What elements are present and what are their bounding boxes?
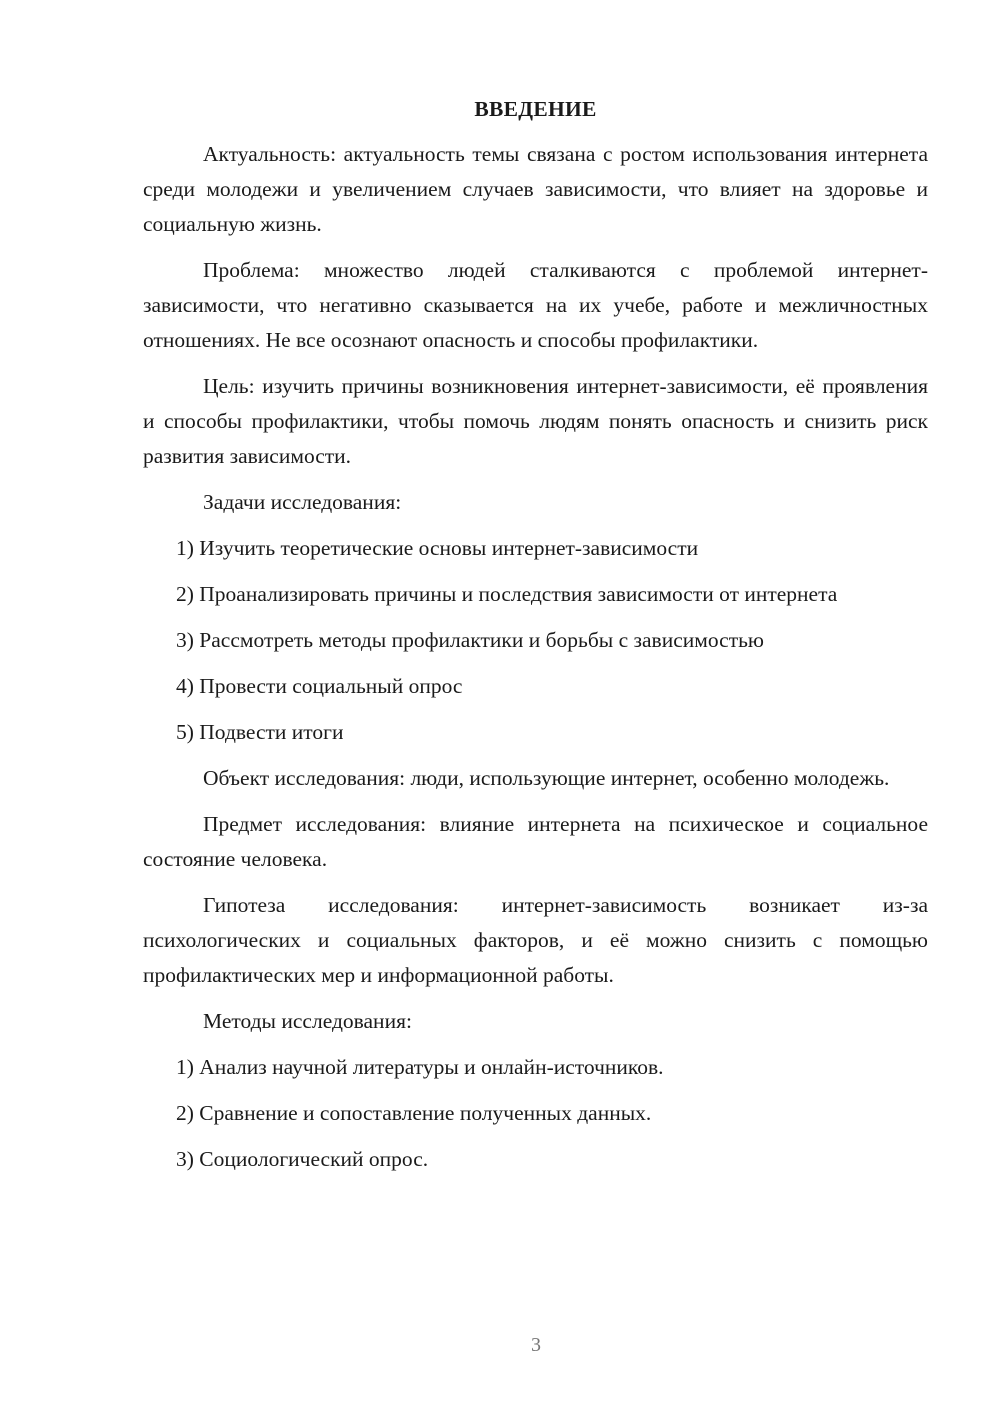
relevance-paragraph: Актуальность: актуальность темы связана с ростом использования интернета среди молодежи и увеличением случаев зависимости, что влияет на здоровье и социальную жизнь. [143,142,928,236]
method-item-1: 1) Анализ научной литературы и онлайн-источников. [176,1055,664,1079]
goal-paragraph: Цель: изучить причины возникновения интернет-зависимости, её проявления и способы профилактики, чтобы помочь людям понять опасность и снизить риск развития зависимости. [143,374,928,468]
hypothesis-paragraph: Гипотеза исследования: интернет-зависимость возникает из-за психологических и социальных факторов, и её можно снизить с помощью профилактических мер и информационной работы. [143,893,928,987]
section-title: ВВЕДЕНИЕ [474,97,597,121]
problem-paragraph: Проблема: множество людей сталкиваются с проблемой интернет-зависимости, что негативно сказывается на их учебе, работе и межличностных отношениях. Не все осознают опасность и способы профилактики. [143,258,928,352]
method-item-3: 3) Социологический опрос. [176,1147,429,1171]
task-item-3: 3) Рассмотреть методы профилактики и борьбы с зависимостью [176,628,764,652]
task-item-1: 1) Изучить теоретические основы интернет-зависимости [176,536,699,560]
document-page [143,92,928,1188]
task-item-4: 4) Провести социальный опрос [176,674,463,698]
method-item-2: 2) Сравнение и сопоставление полученных данных. [176,1101,652,1125]
object-paragraph: Объект исследования: люди, использующие интернет, особенно молодежь. [203,766,890,790]
page-number: 3 [531,1334,541,1356]
subject-paragraph: Предмет исследования: влияние интернета на психическое и социальное состояние человека. [143,812,928,871]
task-item-2: 2) Проанализировать причины и последствия зависимости от интернета [176,582,838,606]
task-item-5: 5) Подвести итоги [176,720,344,744]
methods-heading: Методы исследования: [203,1009,412,1033]
tasks-heading: Задачи исследования: [203,490,402,514]
